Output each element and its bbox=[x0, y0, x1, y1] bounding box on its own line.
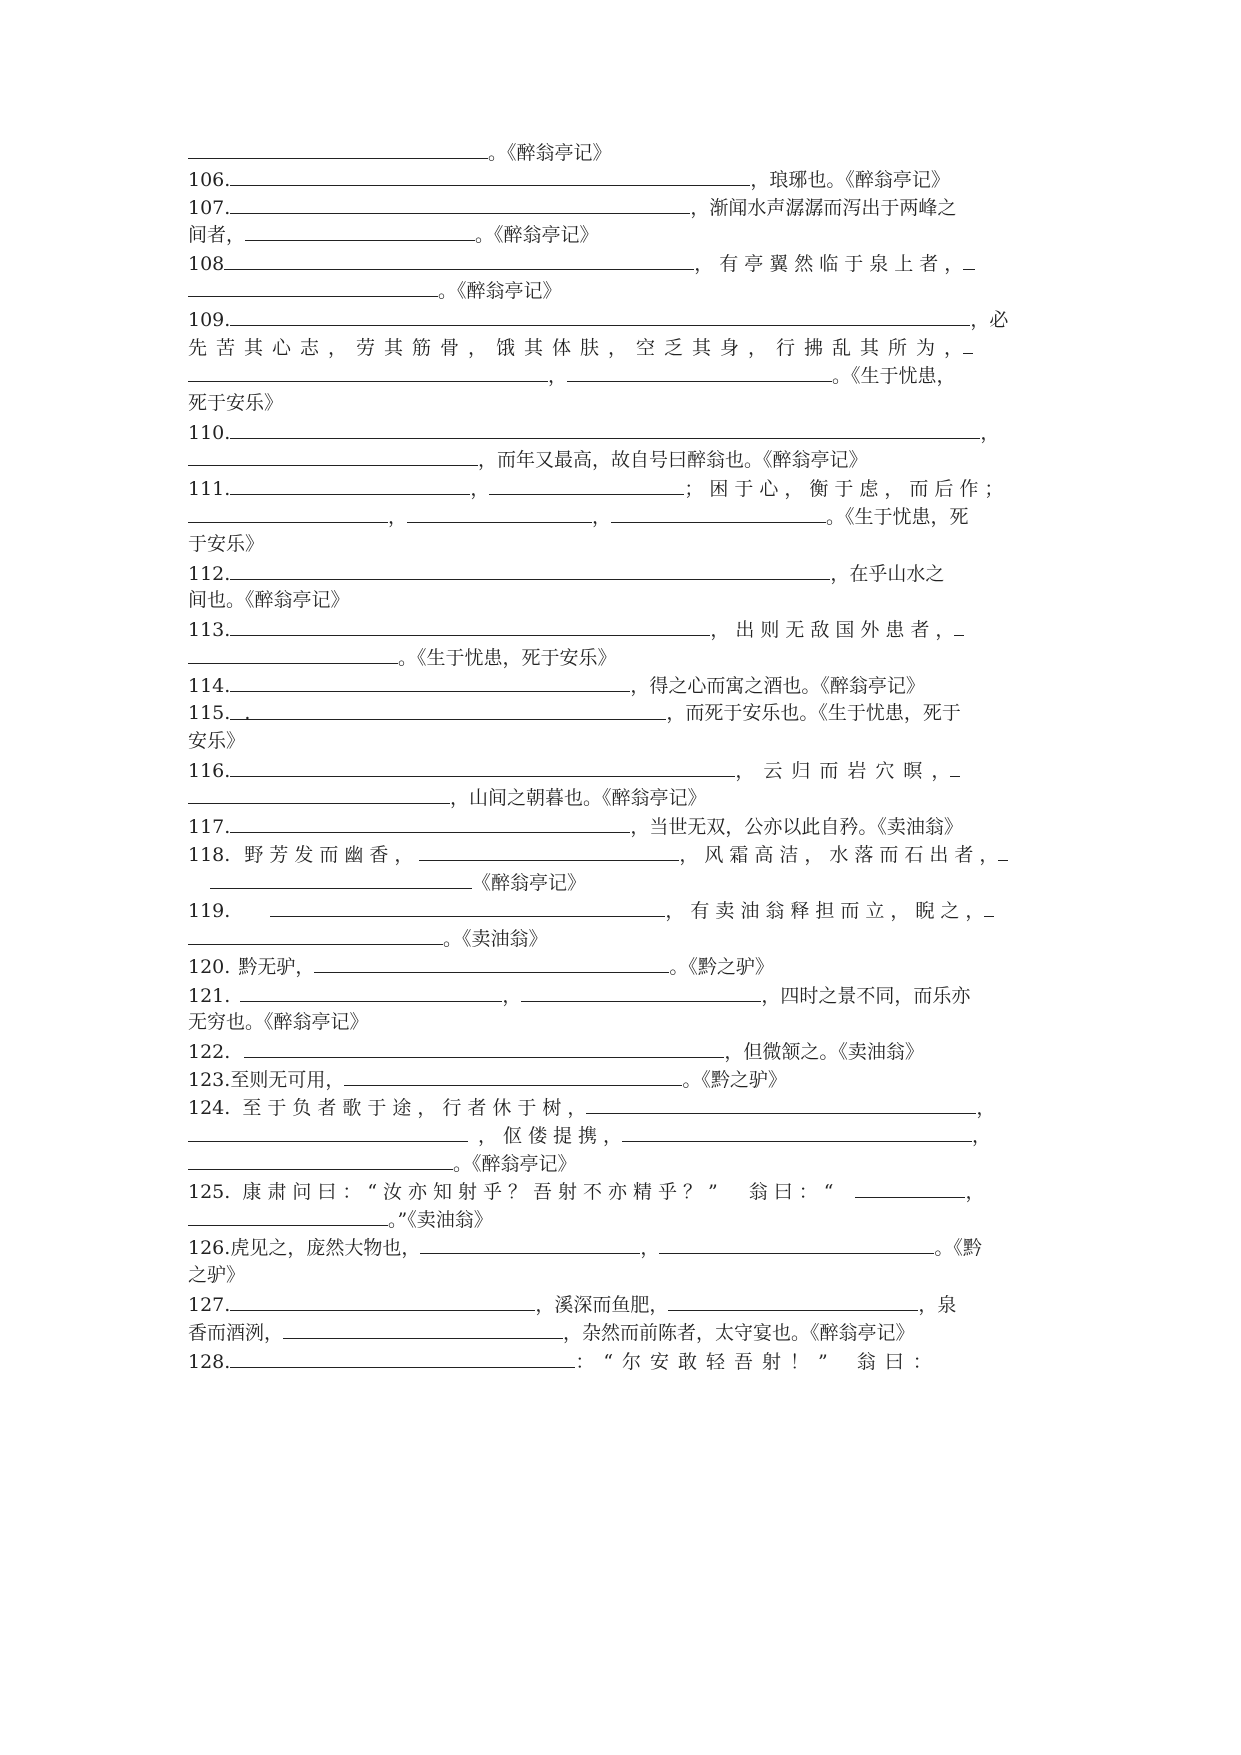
answer-blank[interactable] bbox=[188, 924, 443, 945]
item-122: 122. ，但微颔之。《卖油翁》 bbox=[188, 1037, 924, 1065]
item-116: 116. ，云归而岩穴暝， bbox=[188, 756, 960, 784]
answer-blank[interactable] bbox=[230, 474, 470, 495]
answer-blank[interactable] bbox=[668, 1290, 918, 1311]
answer-blank[interactable] bbox=[659, 1233, 934, 1254]
item-109-source: 死于安乐》 bbox=[188, 392, 284, 414]
answer-blank[interactable] bbox=[188, 1205, 388, 1226]
answer-blank[interactable] bbox=[314, 952, 669, 973]
answer-blank[interactable] bbox=[230, 756, 735, 777]
item-121-cont: 无穷也。《醉翁亭记》 bbox=[188, 1011, 369, 1033]
item-108: 108 ，有亭翼然临于泉上者， bbox=[188, 249, 975, 277]
answer-blank[interactable] bbox=[188, 1149, 453, 1170]
answer-blank[interactable] bbox=[984, 896, 994, 917]
answer-blank[interactable] bbox=[586, 1093, 976, 1114]
item-106: 106. ，琅琊也。《醉翁亭记》 bbox=[188, 165, 950, 193]
item-115-source: 安乐》 bbox=[188, 730, 246, 752]
item-124-cont2: 。《醉翁亭记》 bbox=[188, 1149, 577, 1177]
answer-blank[interactable] bbox=[344, 1065, 682, 1086]
item-117: 117. ，当世无双，公亦以此自矜。《卖油翁》 bbox=[188, 812, 963, 840]
item-113-cont: 。《生于忧患，死于安乐》 bbox=[188, 643, 617, 671]
item-107-cont: 间者， 。《醉翁亭记》 bbox=[188, 220, 599, 248]
answer-blank[interactable] bbox=[963, 333, 973, 354]
answer-blank[interactable] bbox=[230, 305, 970, 326]
answer-blank[interactable] bbox=[188, 361, 548, 382]
answer-blank[interactable] bbox=[283, 1318, 563, 1339]
answer-blank[interactable] bbox=[419, 840, 679, 861]
answer-blank[interactable] bbox=[611, 502, 826, 523]
answer-blank[interactable] bbox=[188, 138, 488, 159]
answer-blank[interactable] bbox=[188, 783, 450, 804]
item-109: 109. ，必 bbox=[188, 305, 1008, 333]
answer-blank[interactable] bbox=[210, 868, 472, 889]
answer-blank[interactable] bbox=[998, 840, 1008, 861]
item-128: 128. ：“尔安敢轻吾射！” 翁曰： bbox=[188, 1347, 941, 1375]
answer-blank[interactable] bbox=[521, 981, 761, 1002]
answer-blank[interactable] bbox=[230, 193, 690, 214]
line-105-end: 。《醉翁亭记》 bbox=[188, 138, 612, 166]
answer-blank[interactable] bbox=[230, 671, 630, 692]
item-126-source: 之驴》 bbox=[188, 1264, 246, 1286]
answer-blank[interactable] bbox=[188, 502, 388, 523]
item-108-cont: 。《醉翁亭记》 bbox=[188, 276, 562, 304]
answer-blank[interactable] bbox=[188, 276, 438, 297]
item-107: 107. ，渐闻水声潺潺而泻出于两峰之 bbox=[188, 193, 956, 221]
answer-blank[interactable] bbox=[270, 896, 665, 917]
item-111-source: 于安乐》 bbox=[188, 533, 265, 555]
item-109-cont2: ， 。《生于忧患， bbox=[188, 361, 956, 389]
answer-blank[interactable] bbox=[622, 1121, 972, 1142]
answer-blank[interactable] bbox=[230, 812, 630, 833]
item-120: 120. 黔无驴， 。《黔之驴》 bbox=[188, 952, 774, 980]
item-109-cont: 先苦其心志，劳其筋骨，饿其体肤，空乏其身，行拂乱其所为， bbox=[188, 333, 973, 361]
item-113: 113. ，出则无敌国外患者， bbox=[188, 615, 964, 643]
item-112-cont: 间也。《醉翁亭记》 bbox=[188, 589, 350, 611]
answer-blank[interactable] bbox=[950, 756, 960, 777]
answer-blank[interactable]: . bbox=[230, 699, 666, 720]
answer-blank[interactable] bbox=[188, 643, 398, 664]
answer-blank[interactable] bbox=[188, 445, 478, 466]
item-114: 114. ，得之心而寓之酒也。《醉翁亭记》 bbox=[188, 671, 925, 699]
answer-blank[interactable] bbox=[245, 220, 475, 241]
item-124: 124. 至于负者歌于途，行者休于树， ， bbox=[188, 1093, 995, 1121]
item-125: 125. 康肃问曰：“汝亦知射乎？吾射不亦精乎？” 翁曰：“ ， bbox=[188, 1177, 984, 1205]
answer-blank[interactable] bbox=[855, 1177, 965, 1198]
answer-blank[interactable] bbox=[963, 249, 975, 270]
answer-blank[interactable] bbox=[230, 1290, 535, 1311]
item-111: 111. ， ；困于心，衡于虑，而后作； bbox=[188, 474, 1009, 502]
item-116-cont: ，山间之朝暮也。《醉翁亭记》 bbox=[188, 783, 707, 811]
answer-blank[interactable] bbox=[188, 1121, 468, 1142]
item-127-cont: 香而酒洌， ，杂然而前陈者，太守宴也。《醉翁亭记》 bbox=[188, 1318, 915, 1346]
answer-blank[interactable] bbox=[489, 474, 684, 495]
answer-blank[interactable] bbox=[240, 981, 502, 1002]
answer-blank[interactable] bbox=[407, 502, 592, 523]
item-118: 118. 野芳发而幽香， ，风霜高洁，水落而石出者， bbox=[188, 840, 1008, 868]
item-126: 126.虎见之，庞然大物也， ， 。《黔 bbox=[188, 1233, 982, 1261]
item-110: 110. ， bbox=[188, 418, 999, 446]
item-115: 115. . ，而死于安乐也。《生于忧患，死于 bbox=[188, 699, 961, 727]
item-118-cont: 《醉翁亭记》 bbox=[188, 868, 586, 896]
answer-blank[interactable] bbox=[230, 418, 980, 439]
item-125-cont: 。”《卖油翁》 bbox=[188, 1205, 493, 1233]
answer-blank[interactable] bbox=[954, 615, 964, 636]
item-124-cont: ，伛偻提携， ， bbox=[188, 1121, 991, 1149]
item-127: 127. ，溪深而鱼肥， ，泉 bbox=[188, 1290, 956, 1318]
item-110-cont: ，而年又最高，故自号曰醉翁也。《醉翁亭记》 bbox=[188, 445, 868, 473]
answer-blank[interactable] bbox=[230, 559, 830, 580]
answer-blank[interactable] bbox=[567, 361, 832, 382]
answer-blank[interactable] bbox=[230, 615, 710, 636]
item-123: 123.至则无可用， 。《黔之驴》 bbox=[188, 1065, 787, 1093]
item-121: 121. ， ，四时之景不同，而乐亦 bbox=[188, 981, 970, 1009]
item-111-cont: ， ， 。《生于忧患，死 bbox=[188, 502, 969, 530]
answer-blank[interactable] bbox=[224, 249, 694, 270]
answer-blank[interactable] bbox=[244, 1037, 724, 1058]
item-119-cont: 。《卖油翁》 bbox=[188, 924, 548, 952]
answer-blank[interactable] bbox=[420, 1233, 640, 1254]
answer-blank[interactable] bbox=[230, 1347, 575, 1368]
answer-blank[interactable] bbox=[230, 165, 750, 186]
item-119: 119. ，有卖油翁释担而立，睨之， bbox=[188, 896, 994, 924]
item-112: 112. ，在乎山水之 bbox=[188, 559, 944, 587]
